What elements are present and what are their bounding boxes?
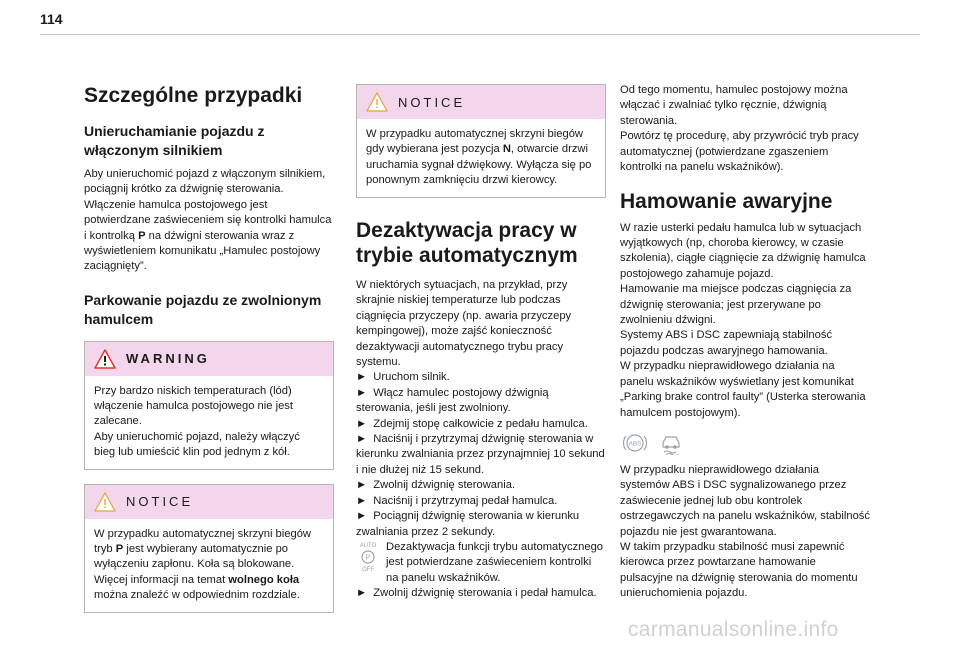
column-middle (356, 84, 606, 602)
notice-body (357, 119, 605, 197)
svg-text:ABS: ABS (628, 440, 642, 448)
notice-label: NOTICE (398, 94, 466, 110)
warning-box (84, 341, 334, 470)
warning-body (85, 376, 333, 469)
section-title: Szczególne przypadki (84, 84, 303, 107)
subheading-immobilize: Unieruchamianie pojazdu z włączonym silnikiem (84, 123, 265, 159)
warning-lamps (622, 431, 870, 455)
warning-label: WARNING (126, 351, 210, 367)
paragraph: Aby unieruchomić pojazd, należy włączyć bieg lub umieścić klin pod jednym z kół. (94, 430, 300, 459)
svg-text:AUTO: AUTO (359, 542, 377, 549)
section-title: Hamowanie awaryjne (620, 190, 833, 214)
column-right (620, 83, 870, 602)
notice-box (84, 484, 334, 613)
list-item: ► Pociągnij dźwignię sterowania w kierunku zwalniania przez 2 sekundy. (356, 510, 580, 538)
notice-triangle-icon (94, 492, 116, 512)
auto-off-indicator-icon (356, 540, 380, 572)
paragraph: Hamowanie ma miejsce podczas ciągnięcia za dźwignię sterowania; jest przerywane po zwolnieniu dźwigni. (620, 283, 852, 327)
paragraph: Powtórz tę procedurę, aby przywrócić tryb pracy automatycznej (potwierdzane zgaszeniem kontrolki na panelu wskaźników). (620, 130, 859, 174)
notice-header (357, 85, 605, 119)
paragraph: W niektórych sytuacjach, na przykład, przy skrajnie niskiej temperaturze lub podczas ciągnięcia przyczepy (np. awaria przyczepy kempingowej), może zajść konieczność dezaktywacji automatycznego trybu pracy systemu. (356, 279, 572, 369)
column-left (84, 83, 334, 627)
paragraph: W przypadku automatycznej skrzyni biegów gdy wybierana jest pozycja N, otwarcie drzwi uruchamia sygnał dźwiękowy. Wyłącza się po ponownym zamknięciu drzwi kierowcy. (366, 128, 592, 187)
paragraph: Systemy ABS i DSC zapewniają stabilność pojazdu podczas awaryjnego hamowania. (620, 329, 833, 357)
notice-triangle-icon (366, 92, 388, 112)
watermark: carmanualsonline.info (628, 618, 839, 641)
warning-header (85, 342, 333, 376)
list-item: ► Zdejmij stopę całkowicie z pedału hamulca. (356, 417, 588, 430)
abs-warning-icon (622, 431, 648, 455)
paragraph: Od tego momentu, hamulec postojowy można włączać i zwalniać tylko ręcznie, dźwignią sterowania. (620, 84, 848, 127)
paragraph: W takim przypadku stabilność musi zapewnić kierowca przez powtarzane hamowanie pulsacyjne na dźwignię sterowania do momentu unieruchomienia pojazdu. (620, 540, 858, 600)
section-title: Dezaktywacja pracy w trybie automatycznym (356, 218, 578, 267)
notice-box (356, 84, 606, 198)
list-item: ► Włącz hamulec postojowy dźwignią sterowania, jeśli jest zwolniony. (356, 386, 549, 415)
list-item: ► Zwolnij dźwignię sterowania i pedał hamulca. (356, 587, 597, 600)
top-divider (40, 34, 920, 35)
paragraph: W razie usterki pedału hamulca lub w sytuacjach wyjątkowych (np, choroba kierowcy, w czasie szkolenia), ciągłe ciągnięcie za dźwignię hamulca postojowego zahamuje pojazd. (620, 221, 866, 280)
page-number: 114 (40, 11, 63, 27)
dsc-warning-icon (658, 431, 684, 455)
paragraph: W przypadku nieprawidłowego działania systemów ABS i DSC sygnalizowanego przez zaświecenie jednej lub obu kontrolek ostrzegawczych na panelu wskaźników, stabilność pojazdu nie jest gwarantowana. (620, 463, 870, 538)
paragraph: W przypadku automatycznej skrzyni biegów tryb P jest wybierany automatycznie po wyłączeniu zapłonu. Koła są blokowane. (94, 527, 312, 571)
warning-triangle-icon (94, 349, 116, 369)
icon-note: AUTO P OFF Dezaktywacja funkcji trybu automatycznego jest potwierdzane zaświeceniem kontrolki na panelu wskaźników. (356, 540, 606, 586)
paragraph: Aby unieruchomić pojazd z włączonym silnikiem, pociągnij krótko za dźwignię sterowania. (84, 167, 326, 196)
list-item: ► Uruchom silnik. (356, 371, 450, 384)
subheading-parking: Parkowanie pojazdu ze zwolnionym hamulcem (84, 291, 322, 327)
notice-label: NOTICE (126, 494, 194, 510)
svg-text:OFF: OFF (362, 566, 374, 572)
paragraph: W przypadku nieprawidłowego działania na panelu wskaźników wyświetlany jest komunikat „Parking brake control faulty” (Usterka sterowania hamulcem postojowym). (620, 360, 866, 419)
list-item: ► Naciśnij i przytrzymaj dźwignię sterowania w kierunku zwalniania przez przynajmniej 10 sekund i nie dłużej niż 15 sekund. (356, 433, 605, 476)
notice-body (85, 519, 333, 612)
paragraph: Włączenie hamulca postojowego jest potwierdzane zaświeceniem się kontrolki hamulca i kontrolką P na dźwigni sterowania wraz z wyświetleniem komunikatu „Hamulec postojowy zaciągnięty”. (84, 198, 332, 273)
notice-header (85, 485, 333, 519)
paragraph: Przy bardzo niskich temperaturach (lód) włączenie hamulca postojowego nie jest zalecane. (94, 384, 294, 428)
steps-list (356, 370, 606, 539)
svg-text:P: P (365, 554, 371, 562)
paragraph: Więcej informacji na temat wolnego koła można znaleźć w odpowiednim rozdziale. (94, 573, 300, 602)
list-item: ► Zwolnij dźwignię sterowania. (356, 479, 516, 492)
list-item: ► Naciśnij i przytrzymaj pedał hamulca. (356, 494, 558, 507)
